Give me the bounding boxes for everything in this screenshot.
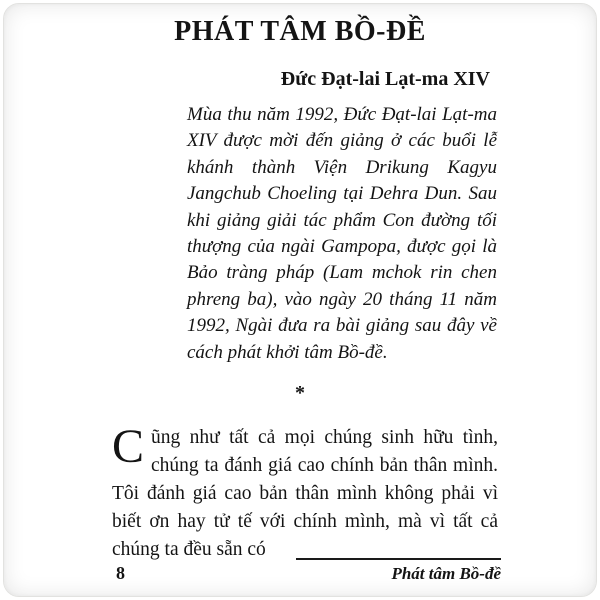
author-line: Đức Đạt-lai Lạt-ma XIV <box>280 68 490 90</box>
intro-paragraph: Mùa thu năm 1992, Đức Đạt-lai Lạt-ma XIV được mời đến giảng ở các buổi lễ khánh thành Viện Drikung Kagyu Jangchub Choeling tại Dehra Dun. Sau khi giảng giải tác phẩm Con đường tối thượng của ngài Gampopa, được gọi là Bảo tràng pháp (Lam mchok rin chen phreng ba), vào ngày 20 tháng 11 năm 1992, Ngài đưa ra bài giảng sau đây về cách phát khởi tâm Bồ-đề. <box>187 104 497 363</box>
book-page <box>3 3 597 597</box>
page-title: PHÁT TÂM BỒ-ĐỀ <box>174 16 426 47</box>
section-separator: * <box>295 382 305 404</box>
page-footer <box>116 558 501 584</box>
page-number: 8 <box>116 563 125 583</box>
running-title: Phát tâm Bồ-đề <box>296 558 501 584</box>
body-paragraph <box>112 420 498 564</box>
body-text: ũng như tất cả mọi chúng sinh hữu tình, chúng ta đánh giá cao chính bản thân mình. Tôi đánh giá cao bản thân mình không phải vì biết ơn hay tử tế với chính mình, mà vì tất cả chúng ta đều sẵn có <box>112 427 498 560</box>
dropcap-letter: C <box>112 420 145 473</box>
